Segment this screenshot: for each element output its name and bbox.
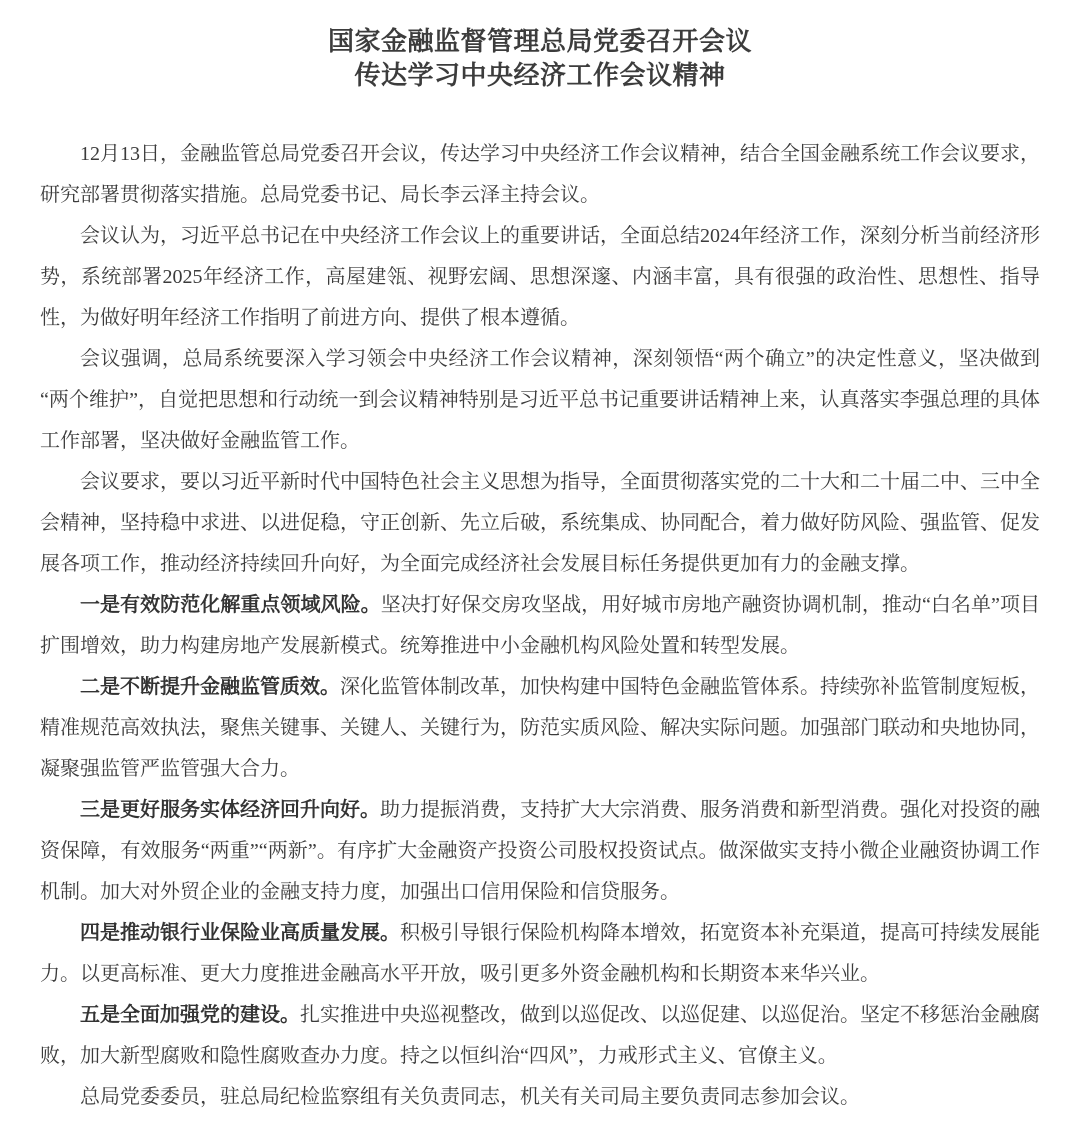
paragraph-text: 扎实推进中央巡视整改，做到以巡促改、以巡促建、以巡促治。坚定不移惩治金融腐败，加大新型腐败和隐性腐败查办力度。持之以恒纠治“四风”，力戒形式主义、官僚主义。 xyxy=(40,1004,1040,1067)
paragraph-lead: 四是推动银行业保险业高质量发展。 xyxy=(80,922,400,944)
paragraph-lead: 三是更好服务实体经济回升向好。 xyxy=(80,799,380,821)
paragraph-text: 会议认为，习近平总书记在中央经济工作会议上的重要讲话，全面总结2024年经济工作，深刻分析当前经济形势，系统部署2025年经济工作，高屋建瓴、视野宏阔、思想深邃、内涵丰富，具有很强的政治性、思想性、指导性，为做好明年经济工作指明了前进方向、提供了根本遵循。 xyxy=(40,225,1040,329)
document-title xyxy=(40,24,1040,92)
paragraph-text: 助力提振消费，支持扩大大宗消费、服务消费和新型消费。强化对投资的融资保障，有效服务“两重”“两新”。有序扩大金融资产投资公司股权投资试点。做深做实支持小微企业融资协调工作机制。加大对外贸企业的金融支持力度，加强出口信用保险和信贷服务。 xyxy=(40,799,1040,903)
paragraph-text: 12月13日，金融监管总局党委召开会议，传达学习中央经济工作会议精神，结合全国金融系统工作会议要求，研究部署贯彻落实措施。总局党委书记、局长李云泽主持会议。 xyxy=(40,143,1040,206)
paragraph xyxy=(40,585,1040,667)
paragraph-lead: 五是全面加强党的建设。 xyxy=(80,1004,300,1026)
paragraph-text: 深化监管体制改革，加快构建中国特色金融监管体系。持续弥补监管制度短板，精准规范高效执法，聚焦关键事、关键人、关键行为，防范实质风险、解决实际问题。加强部门联动和央地协同，凝聚强监管严监管强大合力。 xyxy=(40,676,1040,780)
paragraph-text: 会议要求，要以习近平新时代中国特色社会主义思想为指导，全面贯彻落实党的二十大和二十届二中、三中全会精神，坚持稳中求进、以进促稳，守正创新、先立后破，系统集成、协同配合，着力做好防风险、强监管、促发展各项工作，推动经济持续回升向好，为全面完成经济社会发展目标任务提供更加有力的金融支撑。 xyxy=(40,471,1040,575)
title-line-1: 国家金融监督管理总局党委召开会议 xyxy=(327,26,752,56)
paragraph xyxy=(40,995,1040,1077)
paragraph-lead: 二是不断提升金融监管质效。 xyxy=(80,676,340,698)
document-body xyxy=(40,134,1040,1118)
title-line-2: 传达学习中央经济工作会议精神 xyxy=(354,60,726,90)
paragraph-text: 总局党委委员，驻总局纪检监察组有关负责同志，机关有关司局主要负责同志参加会议。 xyxy=(80,1086,860,1108)
paragraph xyxy=(40,134,1040,216)
paragraph xyxy=(40,216,1040,339)
paragraph xyxy=(40,462,1040,585)
paragraph-text: 积极引导银行保险机构降本增效，拓宽资本补充渠道，提高可持续发展能力。以更高标准、更大力度推进金融高水平开放，吸引更多外资金融机构和长期资本来华兴业。 xyxy=(40,922,1040,985)
paragraph-text: 坚决打好保交房攻坚战，用好城市房地产融资协调机制，推动“白名单”项目扩围增效，助力构建房地产发展新模式。统筹推进中小金融机构风险处置和转型发展。 xyxy=(40,594,1040,657)
paragraph xyxy=(40,667,1040,790)
paragraph xyxy=(40,1077,1040,1118)
paragraph xyxy=(40,790,1040,913)
paragraph xyxy=(40,339,1040,462)
paragraph xyxy=(40,913,1040,995)
paragraph-lead: 一是有效防范化解重点领域风险。 xyxy=(80,594,381,616)
paragraph-text: 会议强调，总局系统要深入学习领会中央经济工作会议精神，深刻领悟“两个确立”的决定性意义，坚决做到“两个维护”，自觉把思想和行动统一到会议精神特别是习近平总书记重要讲话精神上来，认真落实李强总理的具体工作部署，坚决做好金融监管工作。 xyxy=(40,348,1040,452)
